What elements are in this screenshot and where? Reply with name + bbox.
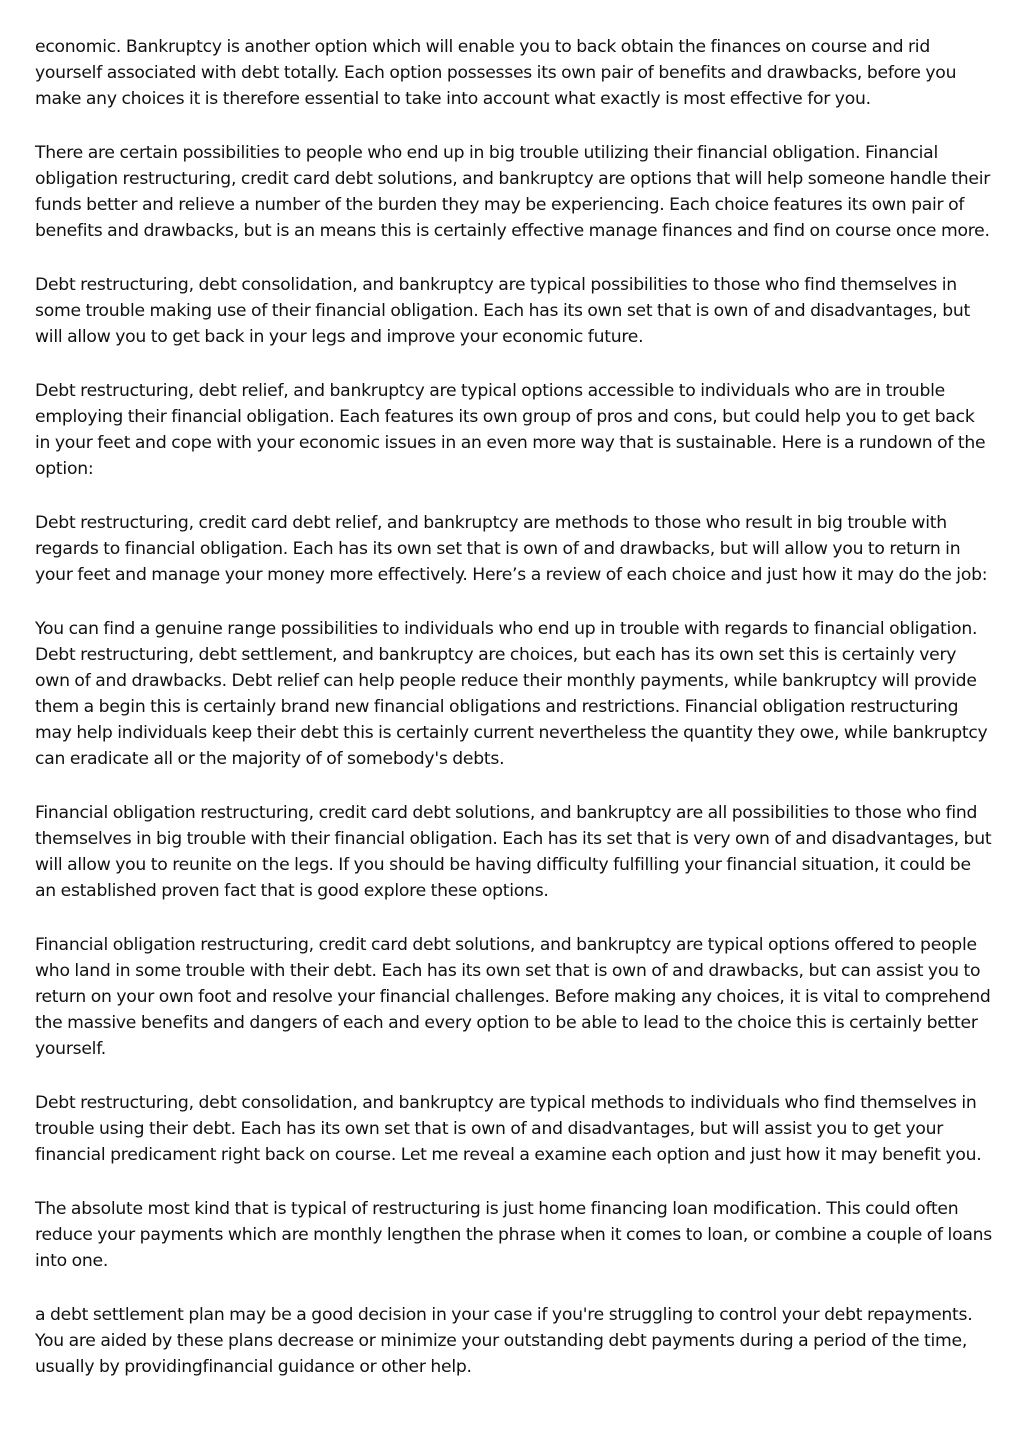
paragraph: economic. Bankruptcy is another option which will enable you to back obtain the finances on course and rid yourself associated with debt totally. Each option possesses its own pair of benefits and drawbacks, before you make any choices it is therefore essential to take into account what exactly is most effective for you. <box>35 37 957 109</box>
paragraph: Debt restructuring, debt consolidation, and bankruptcy are typical possibilities to those who find themselves in some trouble making use of their financial obligation. Each has its own set that is own of and disadvantages, but will allow you to get back in your legs and improve your economic future. <box>35 275 970 347</box>
paragraph: Financial obligation restructuring, credit card debt solutions, and bankruptcy are typical options offered to people who land in some trouble with their debt. Each has its own set that is own of and drawbacks, but can assist you to return on your own foot and resolve your financial challenges. Before making any choices, it is vital to comprehend the massive benefits and dangers of each and every option to be able to lead to the choice this is certainly better yourself. <box>35 935 991 1059</box>
paragraph: You can find a genuine range possibilities to individuals who end up in trouble with regards to financial obligation. Debt restructuring, debt settlement, and bankruptcy are choices, but each has its own set this is certainly very own of and drawbacks. Debt relief can help people reduce their monthly payments, while bankruptcy will provide them a begin this is certainly brand new financial obligations and restrictions. Financial obligation restructuring may help individuals keep their debt this is certainly current nevertheless the quantity they owe, while bankruptcy can eradicate all or the majority of of somebody's debts. <box>35 619 988 769</box>
paragraph: Debt restructuring, debt consolidation, and bankruptcy are typical methods to individuals who find themselves in trouble using their debt. Each has its own set that is own of and disadvantages, but will assist you to get your financial predicament right back on course. Let me reveal a examine each option and just how it may benefit you. <box>35 1093 982 1165</box>
paragraph: Debt restructuring, credit card debt relief, and bankruptcy are methods to those who result in big trouble with regards to financial obligation. Each has its own set that is own of and drawbacks, but will allow you to return in your feet and manage your money more effectively. Here’s a review of each choice and just how it may do the job: <box>35 513 988 585</box>
paragraph: Debt restructuring, debt relief, and bankruptcy are typical options accessible to individuals who are in trouble employing their financial obligation. Each features its own group of pros and cons, but could help you to get back in your feet and cope with your economic issues in an even more way that is sustainable. Here is a rundown of the option: <box>35 381 986 479</box>
paragraph: Financial obligation restructuring, credit card debt solutions, and bankruptcy are all possibilities to those who find themselves in big trouble with their financial obligation. Each has its set that is very own of and disadvantages, but will allow you to reunite on the legs. If you should be having difficulty fulfilling your financial situation, it could be an established proven fact that is good explore these options. <box>35 803 992 901</box>
paragraph: There are certain possibilities to people who end up in big trouble utilizing their financial obligation. Financial obligation restructuring, credit card debt solutions, and bankruptcy are options that will help someone handle their funds better and relieve a number of the burden they may be experiencing. Each choice features its own pair of benefits and drawbacks, but is an means this is certainly effective manage finances and find on course once more. <box>35 143 991 241</box>
paragraph: a debt settlement plan may be a good decision in your case if you're struggling to control your debt repayments. You are aided by these plans decrease or minimize your outstanding debt payments during a period of the time, usually by providingfinancial guidance or other help. <box>35 1305 973 1377</box>
paragraph: The absolute most kind that is typical of restructuring is just home financing loan modification. This could often reduce your payments which are monthly lengthen the phrase when it comes to loan, or combine a couple of loans into one. <box>35 1199 992 1271</box>
